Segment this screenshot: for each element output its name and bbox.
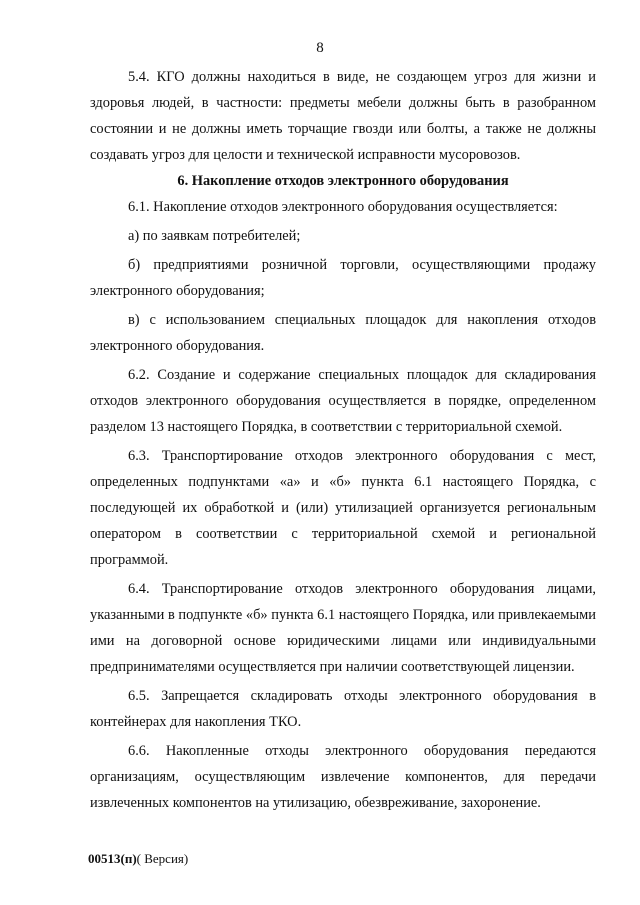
section-6-heading: 6. Накопление отходов электронного оборудования xyxy=(177,173,509,189)
paragraph-6-3: 6.3. Транспортирование отходов электронного оборудования с мест, определенных подпунктами «а» и «б» пункта 6.1 настоящего Порядка, с последующей их обработкой и (или) утилизацией организуется региональным оператором в соответствии с территориальной схемой и региональной программой. xyxy=(90,448,596,568)
paragraph-6-1: 6.1. Накопление отходов электронного оборудования осуществляется: xyxy=(128,199,558,215)
paragraph-6-4: 6.4. Транспортирование отходов электронного оборудования лицами, указанными в подпункте «б» пункта 6.1 настоящего Порядка, или привлекаемыми ими на договорной основе юридическими лицами или индивидуальными предпринимателями осуществляется при наличии соответствующей лицензии. xyxy=(90,581,596,675)
paragraph-6-1-v: в) с использованием специальных площадок для накопления отходов электронного оборудования. xyxy=(90,312,596,354)
document-body xyxy=(90,64,596,816)
paragraph-6-1-a: а) по заявкам потребителей; xyxy=(128,228,301,244)
doc-version: ( Версия) xyxy=(136,851,189,866)
paragraph-6-2: 6.2. Создание и содержание специальных площадок для складирования отходов электронного оборудования осуществляется в порядке, определенном разделом 13 настоящего Порядка, в соответствии с территориальной схемой. xyxy=(90,367,596,435)
paragraph-5-4: 5.4. КГО должны находиться в виде, не создающем угроз для жизни и здоровья людей, в частности: предметы мебели должны быть в разобранном состоянии и не должны иметь торчащие гвозди или болты, а также не должны создавать угроз для целости и технической исправности мусоровозов. xyxy=(90,69,596,163)
document-footer xyxy=(88,851,188,867)
paragraph-6-5: 6.5. Запрещается складировать отходы электронного оборудования в контейнерах для накопления ТКО. xyxy=(90,688,596,730)
doc-code: 00513(п) xyxy=(88,851,137,866)
paragraph-6-6: 6.6. Накопленные отходы электронного оборудования передаются организациям, осуществляющим извлечение компонентов, для передачи извлеченных компонентов на утилизацию, обезвреживание, захоронение. xyxy=(90,743,596,811)
page-number: 8 xyxy=(316,40,324,56)
paragraph-6-1-b: б) предприятиями розничной торговли, осуществляющими продажу электронного оборудования; xyxy=(90,257,596,299)
